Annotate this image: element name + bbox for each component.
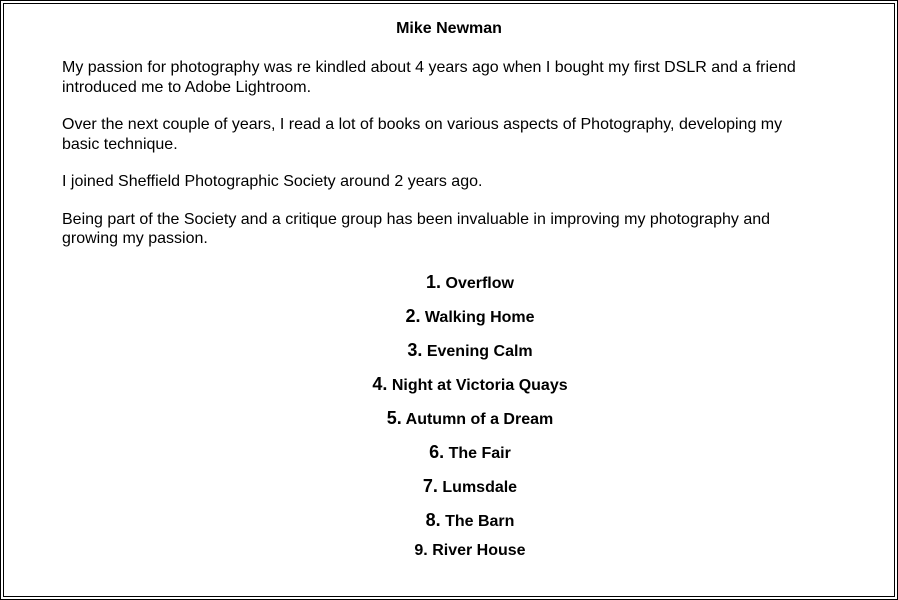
item-number: 7. xyxy=(422,476,438,496)
item-title: The Fair xyxy=(448,445,511,462)
list-item xyxy=(0,472,898,506)
list-item xyxy=(0,336,898,370)
item-number: 3. xyxy=(407,340,423,360)
list-item xyxy=(0,540,898,574)
list-item xyxy=(0,438,898,472)
item-title: The Barn xyxy=(445,513,515,530)
item-number: 8. xyxy=(425,510,441,530)
item-title: Lumsdale xyxy=(442,479,518,496)
list-item xyxy=(0,268,898,302)
bio-paragraph: My passion for photography was re kindled about 4 years ago when I bought my first DSLR and a friend introduced me to Adobe Lightroom. xyxy=(62,59,796,96)
item-title: Evening Calm xyxy=(426,343,533,360)
image-list xyxy=(0,268,898,574)
bio-section xyxy=(62,58,822,267)
list-item xyxy=(0,404,898,438)
bio-paragraph: I joined Sheffield Photographic Society around 2 years ago. xyxy=(62,173,483,190)
item-number: 1. xyxy=(426,272,442,292)
page-title: Mike Newman xyxy=(396,20,502,37)
item-title: Night at Victoria Quays xyxy=(391,377,568,394)
item-number: 2. xyxy=(405,306,421,326)
item-number: 6. xyxy=(429,442,445,462)
bio-paragraph: Over the next couple of years, I read a lot of books on various aspects of Photography, developing my basic technique. xyxy=(62,116,783,153)
item-number: 5. xyxy=(386,408,402,428)
item-title: Autumn of a Dream xyxy=(405,411,554,428)
list-item xyxy=(0,370,898,404)
item-number: 4. xyxy=(372,374,388,394)
item-title: River House xyxy=(432,542,526,559)
item-title: Walking Home xyxy=(424,309,535,326)
item-number: 9. xyxy=(414,542,428,559)
bio-paragraph: Being part of the Society and a critique group has been invaluable in improving my photography and growing my passion. xyxy=(62,210,771,247)
list-item xyxy=(0,302,898,336)
item-title: Overflow xyxy=(445,275,514,292)
list-item xyxy=(0,506,898,540)
